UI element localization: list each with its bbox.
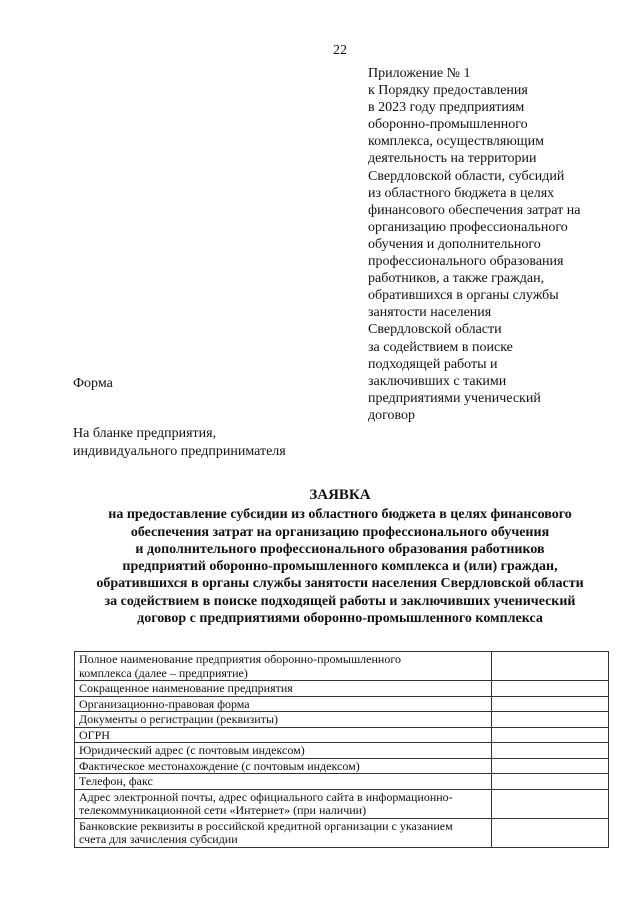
table-cell-label [75,758,492,774]
appendix-line: Свердловской области, субсидий [368,168,565,184]
label-line: Адрес электронной почты, адрес официального сайта в информационно- [79,789,453,804]
table-cell-value[interactable] [491,789,608,818]
document-title-main: ЗАЯВКА [309,487,371,503]
appendix-line: подходящей работы и [368,356,498,372]
table-row [75,743,609,759]
document-title [60,487,620,627]
table-cell-value[interactable] [491,818,608,847]
label-line: Полное наименование предприятия оборонно-промышленного [79,652,401,666]
table-cell-value[interactable] [491,727,608,743]
table-cell-value[interactable] [491,712,608,728]
appendix-line: за содействием в поиске [368,339,513,355]
form-label: Форма [73,376,113,391]
table-cell-label [75,681,492,697]
table-cell-label [75,774,492,790]
appendix-line: из областного бюджета в целях [368,185,555,201]
document-title-line: обеспечения затрат на организацию профессионального обучения [130,524,550,540]
document-title-line: за содействием в поиске подходящей работы и заключивших ученический [104,593,576,609]
table-cell-label [75,712,492,728]
table-cell-label [75,789,492,818]
document-title-line: договор с предприятиями оборонно-промышленного комплекса [137,611,543,627]
table-cell-label [75,818,492,847]
table-row [75,696,609,712]
table-cell-label [75,727,492,743]
table-row [75,652,609,681]
appendix-line: деятельность на территории [368,151,537,167]
appendix-line: заключивших с такими [368,373,507,389]
document-title-line: предприятий оборонно-промышленного комплекса и (или) граждан, [122,559,558,575]
table-cell-label [75,743,492,759]
page-number: 22 [333,43,347,58]
document-title-line: на предоставление субсидии из областного бюджета в целях финансового [108,507,572,523]
appendix-line: занятости населения [368,305,492,321]
label-line: комплекса (далее – предприятие) [79,665,248,680]
letterhead-note [73,425,286,461]
appendix-line: обратившихся в органы службы [368,288,559,304]
requisites-table [74,651,609,848]
table-row [75,789,609,818]
appendix-line: договор [368,407,416,423]
table-row [75,681,609,697]
appendix-line: к Порядку предоставления [368,83,528,99]
letterhead-line: На бланке предприятия, [73,426,217,441]
label-line: Юридический адрес (с почтовым индексом) [79,743,305,757]
label-line: Сокращенное наименование предприятия [79,681,293,695]
table-cell-label [75,652,492,681]
table-cell-value[interactable] [491,652,608,681]
letterhead-line: индивидуального предпринимателя [73,444,286,459]
document-title-line: и дополнительного профессионального образования работников [135,541,545,557]
label-line: Банковские реквизиты в российской кредитной организации с указанием [79,818,453,833]
table-cell-value[interactable] [491,696,608,712]
appendix-line: профессионального образования [368,254,564,270]
label-line: Документы о регистрации (реквизиты) [79,712,279,726]
label-line: Телефон, факс [79,774,153,788]
table-row [75,727,609,743]
table-row [75,818,609,847]
appendix-line: работников, а также граждан, [368,271,545,287]
appendix-line: в 2023 году предприятиям [368,100,525,116]
appendix-block [368,65,618,424]
table-cell-label [75,696,492,712]
table-cell-value[interactable] [491,681,608,697]
appendix-line: финансового обеспечения затрат на [368,202,581,218]
table-cell-value[interactable] [491,743,608,759]
table-row [75,774,609,790]
label-line: счета для зачисления субсидии [79,832,238,846]
appendix-line: обучения и дополнительного [368,236,541,252]
label-line: Фактическое местонахождение (с почтовым индексом) [79,758,360,773]
table-row [75,758,609,774]
label-line: телекоммуникационной сети «Интернет» (при наличии) [79,803,367,817]
table-cell-value[interactable] [491,774,608,790]
appendix-line: Свердловской области [368,322,502,338]
appendix-line: оборонно-промышленного [368,117,528,133]
label-line: Организационно-правовая форма [79,696,250,711]
appendix-line: предприятиями ученический [368,390,541,406]
appendix-line: Приложение № 1 [368,66,471,81]
table-cell-value[interactable] [491,758,608,774]
table-row [75,712,609,728]
appendix-line: организацию профессионального [368,219,568,235]
document-title-line: обратившихся в органы службы занятости населения Свердловской области [96,576,584,592]
label-line: ОГРН [79,727,110,742]
appendix-line: комплекса, осуществляющим [368,134,544,150]
